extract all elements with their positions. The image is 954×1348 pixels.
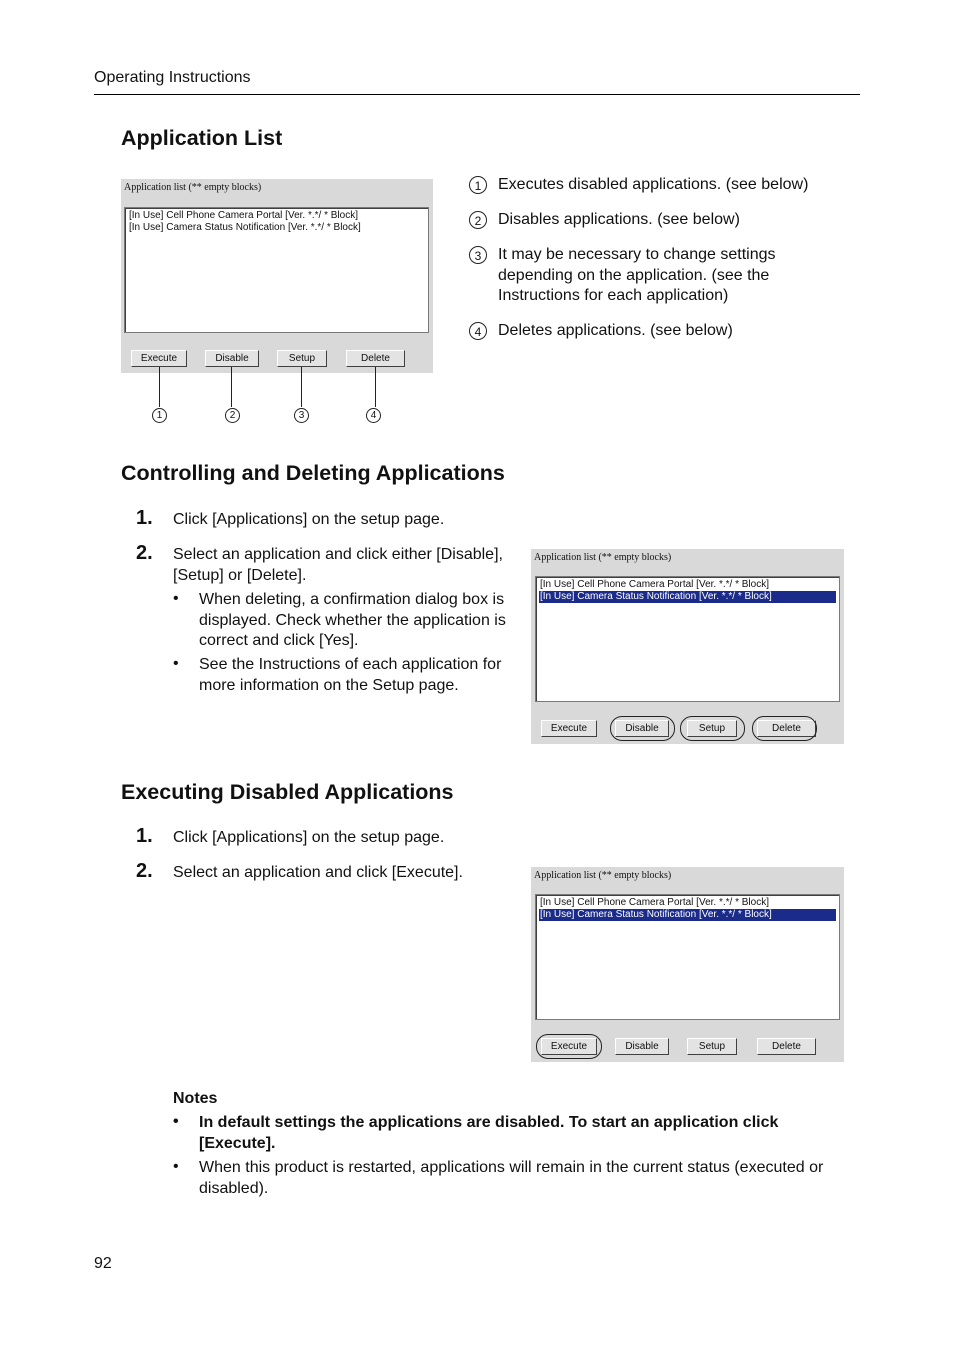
disable-button[interactable]: Disable bbox=[615, 720, 669, 737]
list-item[interactable]: [In Use] Cell Phone Camera Portal [Ver. *.*/ * Block] bbox=[540, 579, 769, 590]
delete-button[interactable]: Delete bbox=[757, 1038, 816, 1055]
step-number: 2. bbox=[136, 860, 153, 882]
list-item[interactable]: [In Use] Camera Status Notification [Ver. *.*/ * Block] bbox=[129, 222, 361, 233]
list-item[interactable]: [In Use] Cell Phone Camera Portal [Ver. *.*/ * Block] bbox=[129, 210, 358, 221]
list-item-selected[interactable]: [In Use] Camera Status Notification [Ver. *.*/ * Block] bbox=[539, 909, 836, 921]
setup-button[interactable]: Setup bbox=[687, 1038, 737, 1055]
executing-screenshot bbox=[531, 867, 844, 1062]
execute-button[interactable]: Execute bbox=[541, 720, 597, 737]
panel-title: Application list (** empty blocks) bbox=[124, 182, 262, 193]
application-listbox[interactable] bbox=[124, 207, 429, 333]
section-title-controlling-deleting: Controlling and Deleting Applications bbox=[121, 461, 505, 485]
highlight-ring bbox=[752, 716, 817, 741]
header-rule bbox=[94, 94, 860, 95]
application-listbox[interactable] bbox=[535, 894, 840, 1020]
callout-number: 2 bbox=[469, 211, 487, 229]
step-number: 2. bbox=[136, 542, 153, 564]
section-title-executing-disabled: Executing Disabled Applications bbox=[121, 780, 454, 804]
callout-item bbox=[469, 245, 849, 309]
callout-item bbox=[469, 210, 849, 232]
step-text: Select an application and click [Execute]. bbox=[173, 864, 463, 881]
leader-line bbox=[375, 367, 376, 407]
panel-title: Application list (** empty blocks) bbox=[534, 552, 672, 563]
setup-button[interactable]: Setup bbox=[277, 350, 327, 367]
leader-line bbox=[231, 367, 232, 407]
running-header: Operating Instructions bbox=[94, 69, 251, 86]
highlight-ring bbox=[680, 716, 745, 741]
callout-text: Deletes applications. (see below) bbox=[498, 322, 733, 339]
leader-line bbox=[159, 367, 160, 407]
step-text: Click [Applications] on the setup page. bbox=[173, 829, 445, 846]
setup-button[interactable]: Setup bbox=[687, 720, 737, 737]
step-number: 1. bbox=[136, 507, 153, 529]
page-number: 92 bbox=[94, 1255, 112, 1272]
bullet-glyph: • bbox=[173, 590, 179, 607]
callout-text: It may be necessary to change settings depending on the application. (see the Instructions for each application) bbox=[498, 246, 776, 304]
disable-button[interactable]: Disable bbox=[205, 350, 259, 367]
step-text: Select an application and click either [Disable], [Setup] or [Delete]. bbox=[173, 546, 503, 584]
callout-text: Executes disabled applications. (see below) bbox=[498, 176, 809, 193]
callout-number: 4 bbox=[469, 322, 487, 340]
execute-button[interactable]: Execute bbox=[541, 1038, 597, 1055]
callout-item bbox=[469, 321, 849, 343]
callout-number: 3 bbox=[469, 246, 487, 264]
highlight-ring bbox=[536, 1034, 602, 1059]
note-text: When this product is restarted, applications will remain in the current status (executed or disabled). bbox=[199, 1159, 824, 1197]
application-listbox[interactable] bbox=[535, 576, 840, 702]
notes-title: Notes bbox=[173, 1090, 218, 1107]
panel-title: Application list (** empty blocks) bbox=[534, 870, 672, 881]
step-text: Click [Applications] on the setup page. bbox=[173, 511, 445, 528]
marker-1: 1 bbox=[152, 408, 167, 423]
disable-button[interactable]: Disable bbox=[615, 1038, 669, 1055]
marker-4: 4 bbox=[366, 408, 381, 423]
application-list-screenshot bbox=[121, 179, 433, 373]
marker-3: 3 bbox=[294, 408, 309, 423]
callout-text: Disables applications. (see below) bbox=[498, 211, 740, 228]
note-text: In default settings the applications are disabled. To start an application click [Execute]. bbox=[199, 1114, 779, 1152]
bullet-text: When deleting, a confirmation dialog box is displayed. Check whether the application is correct and click [Yes]. bbox=[199, 591, 506, 649]
marker-2: 2 bbox=[225, 408, 240, 423]
bullet-text: See the Instructions of each application for more information on the Setup page. bbox=[199, 656, 502, 694]
delete-button[interactable]: Delete bbox=[346, 350, 405, 367]
execute-button[interactable]: Execute bbox=[131, 350, 187, 367]
highlight-ring bbox=[610, 716, 675, 741]
bullet-glyph: • bbox=[173, 1113, 179, 1130]
controlling-screenshot bbox=[531, 549, 844, 744]
delete-button[interactable]: Delete bbox=[757, 720, 816, 737]
bullet-glyph: • bbox=[173, 655, 179, 672]
step-number: 1. bbox=[136, 825, 153, 847]
callout-item bbox=[469, 175, 849, 197]
list-item-selected[interactable]: [In Use] Camera Status Notification [Ver. *.*/ * Block] bbox=[539, 591, 836, 603]
callout-number: 1 bbox=[469, 176, 487, 194]
leader-line bbox=[301, 367, 302, 407]
bullet-glyph: • bbox=[173, 1158, 179, 1175]
list-item[interactable]: [In Use] Cell Phone Camera Portal [Ver. *.*/ * Block] bbox=[540, 897, 769, 908]
section-title-application-list: Application List bbox=[121, 126, 283, 150]
